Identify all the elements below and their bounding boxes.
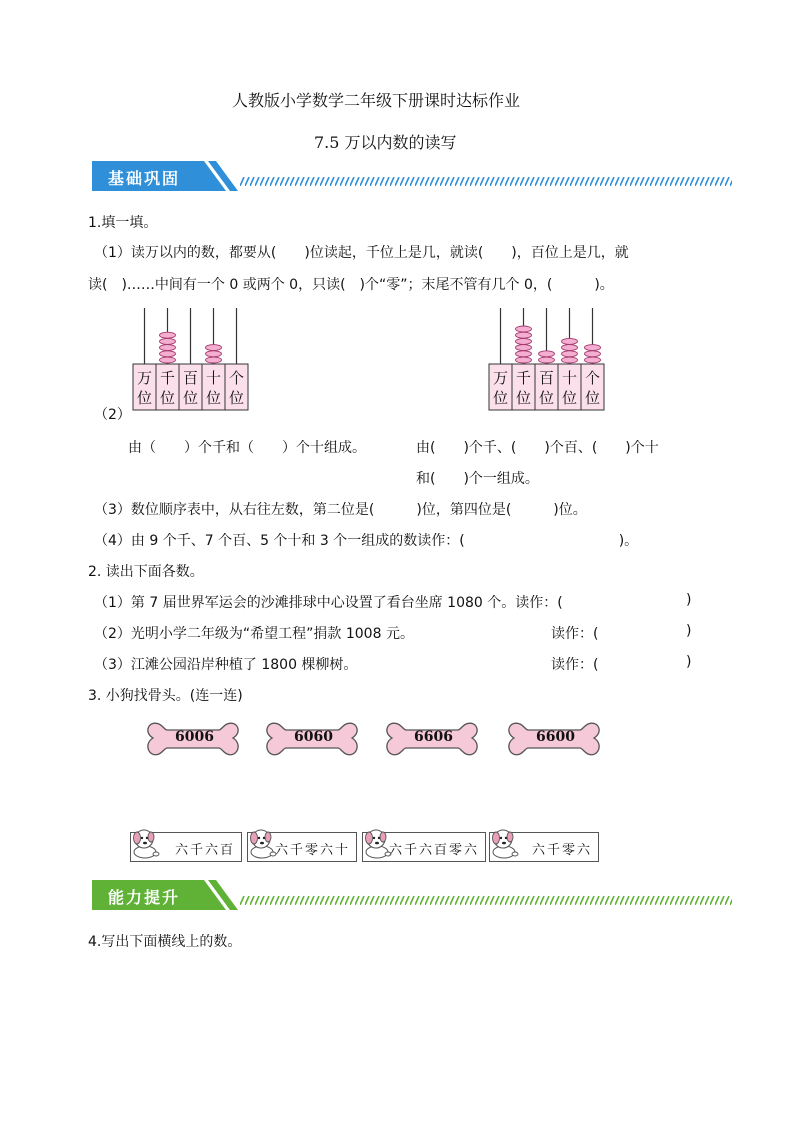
bone-label: 6600 xyxy=(536,729,575,745)
abacus-left-place-label: 位 xyxy=(228,389,245,407)
abacus-left-bead xyxy=(160,351,176,357)
abacus-right-bead xyxy=(585,351,601,357)
abacus-left-place-label: 十 xyxy=(205,369,222,387)
dog-label: 六千零六 xyxy=(531,843,592,858)
section-title-advanced: 能力提升 xyxy=(108,888,181,907)
dog-card[interactable] xyxy=(362,832,486,862)
q2-item-2-label: 读作：( xyxy=(551,626,599,642)
q1-p2-left-text: 由（ ）个千和（ ）个十组成。 xyxy=(128,440,366,456)
abacus-left xyxy=(130,306,254,414)
abacus-right-place-label: 个 xyxy=(584,369,601,387)
q1-p2-label: （2） xyxy=(94,407,131,423)
q1-p3: （3）数位顺序表中，从右往左数，第二位是( )位，第四位是( )位。 xyxy=(94,502,587,518)
page-title: 人教版小学数学二年级下册课时达标作业 xyxy=(232,91,521,110)
page-subtitle: 7.5 万以内数的读写 xyxy=(314,133,457,152)
bone-6606[interactable] xyxy=(384,718,480,764)
dog-card[interactable] xyxy=(247,832,357,862)
dog-label: 六千零六十 xyxy=(274,843,350,858)
q2-item-1-close: ) xyxy=(686,592,692,608)
abacus-right-bead xyxy=(516,351,532,357)
q1-p4: （4）由 9 个千、7 个百、5 个十和 3 个一组成的数读作：( )。 xyxy=(94,533,639,549)
q1-title: 1.填一填。 xyxy=(88,215,158,231)
abacus-left-bead xyxy=(206,345,222,351)
abacus-right-place-label: 位 xyxy=(584,389,601,407)
abacus-right-place-label: 位 xyxy=(561,389,578,407)
abacus-right-bead xyxy=(516,332,532,338)
abacus-left-place-label: 位 xyxy=(205,389,222,407)
abacus-left-place-label: 位 xyxy=(182,389,199,407)
dog-card[interactable] xyxy=(130,832,242,862)
dog-icon xyxy=(488,825,522,865)
abacus-right-bead xyxy=(562,345,578,351)
abacus-right-place-label: 百 xyxy=(538,369,555,387)
abacus-right-bead xyxy=(562,357,578,363)
abacus-left-bead xyxy=(160,357,176,363)
abacus-left-place-label: 位 xyxy=(159,389,176,407)
abacus-right-bead xyxy=(539,351,555,357)
q3-title: 3. 小狗找骨头。(连一连) xyxy=(88,688,243,704)
bone-label: 6006 xyxy=(175,729,214,745)
abacus-left-place-label: 万 xyxy=(136,369,153,387)
bone-label: 6060 xyxy=(294,729,333,745)
q2-item-2-close: ) xyxy=(686,623,692,639)
abacus-right-bead xyxy=(562,351,578,357)
bone-label: 6606 xyxy=(414,729,453,745)
abacus-left-place-label: 位 xyxy=(136,389,153,407)
q2-item-1: （1）第 7 届世界军运会的沙滩排球中心设置了看台坐席 1080 个。读作：( xyxy=(94,595,563,611)
abacus-right-bead xyxy=(516,357,532,363)
dog-label: 六千六百 xyxy=(174,843,235,858)
abacus-left-place-label: 百 xyxy=(182,369,199,387)
abacus-right-bead xyxy=(516,345,532,351)
q2-item-3-label: 读作：( xyxy=(551,657,599,673)
q1-p1-line2: 读( )……中间有一个 0 或两个 0，只读( )个“零”；末尾不管有几个 0，( )。 xyxy=(88,277,614,293)
dog-icon xyxy=(129,825,163,865)
abacus-left-place-label: 千 xyxy=(159,369,176,387)
q2-item-3: （3）江滩公园沿岸种植了 1800 棵柳树。 xyxy=(94,657,358,673)
abacus-right-place-label: 十 xyxy=(561,369,578,387)
q1-p2-right-line1: 由( )个千、( )个百、( )个十 xyxy=(416,440,659,456)
abacus-right-place-label: 千 xyxy=(515,369,532,387)
abacus-left-bead xyxy=(160,345,176,351)
q1-p2-right-line2: 和( )个一组成。 xyxy=(416,471,539,487)
section-banner-basic xyxy=(92,161,652,191)
abacus-right-bead xyxy=(539,357,555,363)
abacus-right-bead xyxy=(516,326,532,332)
bone-6060[interactable] xyxy=(264,718,360,764)
q2-title: 2. 读出下面各数。 xyxy=(88,564,204,580)
abacus-right-bead xyxy=(516,338,532,344)
abacus-left-bead xyxy=(206,357,222,363)
section-title-basic: 基础巩固 xyxy=(108,169,181,188)
q2-item-3-close: ) xyxy=(686,654,692,670)
abacus-right-place-label: 位 xyxy=(515,389,532,407)
section-banner-advanced xyxy=(92,880,652,910)
dog-card[interactable] xyxy=(489,832,599,862)
abacus-left-bead xyxy=(160,338,176,344)
abacus-right-place-label: 位 xyxy=(492,389,509,407)
q4-title: 4.写出下面横线上的数。 xyxy=(88,934,242,950)
q2-item-2: （2）光明小学二年级为“希望工程”捐款 1008 元。 xyxy=(94,626,414,642)
abacus-right-place-label: 万 xyxy=(492,369,509,387)
bone-6600[interactable] xyxy=(506,718,602,764)
abacus-left-bead xyxy=(160,332,176,338)
abacus-right-bead xyxy=(585,357,601,363)
q1-p1-line1: （1）读万以内的数，都要从( )位读起，千位上是几，就读( )，百位上是几，就 xyxy=(94,245,629,261)
abacus-left-bead xyxy=(206,351,222,357)
abacus-right-bead xyxy=(585,345,601,351)
abacus-left-place-label: 个 xyxy=(228,369,245,387)
abacus-right-place-label: 位 xyxy=(538,389,555,407)
bone-6006[interactable] xyxy=(145,718,241,764)
dog-label: 六千六百零六 xyxy=(388,843,479,858)
abacus-right-bead xyxy=(562,338,578,344)
abacus-right xyxy=(486,306,610,414)
